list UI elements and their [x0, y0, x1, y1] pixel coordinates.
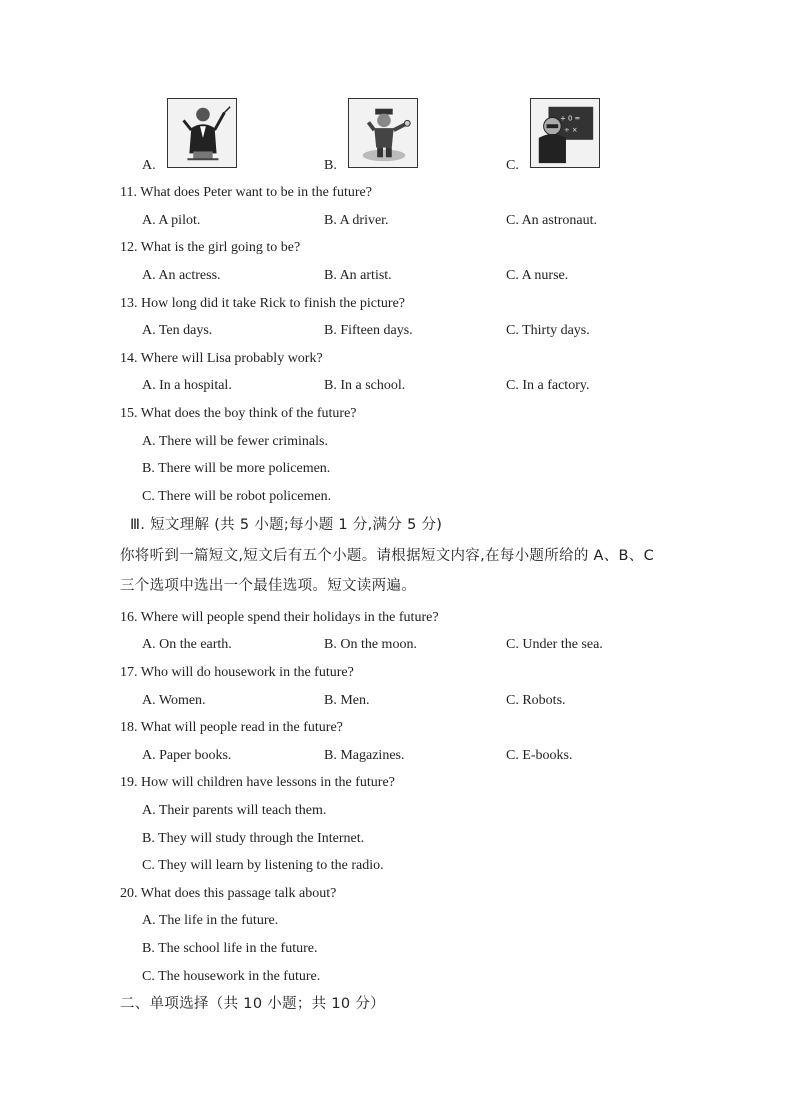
teacher-icon — [530, 98, 600, 168]
picture-option-a-letter: A. — [142, 158, 156, 173]
q14-option-b: B. In a school. — [324, 378, 406, 393]
q15-option-b: B. There will be more policemen. — [142, 461, 331, 476]
question-13: 13. How long did it take Rick to finish the picture? — [120, 296, 406, 311]
q19-option-c: C. They will learn by listening to the radio. — [142, 858, 384, 873]
q13-option-b: B. Fifteen days. — [324, 323, 413, 338]
q13-option-a: A. Ten days. — [142, 323, 213, 338]
q18-option-b: B. Magazines. — [324, 748, 405, 763]
section-3-title: Ⅲ. 短文理解 (共 5 小题;每小题 1 分,满分 5 分) — [130, 517, 443, 533]
q13-option-c: C. Thirty days. — [506, 323, 590, 338]
question-14: 14. Where will Lisa probably work? — [120, 351, 323, 366]
q20-option-b: B. The school life in the future. — [142, 941, 318, 956]
q19-option-a: A. Their parents will teach them. — [142, 803, 327, 818]
picture-options-row — [0, 98, 790, 178]
q11-option-b: B. A driver. — [324, 213, 389, 228]
section-3-instruction-line-2: 三个选项中选出一个最佳选项。短文读两遍。 — [120, 578, 416, 594]
q11-option-a: A. A pilot. — [142, 213, 201, 228]
picture-option-b-letter: B. — [324, 158, 337, 173]
q20-option-a: A. The life in the future. — [142, 913, 279, 928]
svg-text:+ 0 =: + 0 = — [560, 114, 581, 123]
question-12: 12. What is the girl going to be? — [120, 240, 301, 255]
q16-option-b: B. On the moon. — [324, 637, 417, 652]
q14-option-c: C. In a factory. — [506, 378, 590, 393]
part-2-title: 二、单项选择（共 10 小题；共 10 分） — [120, 996, 385, 1012]
q18-option-c: C. E-books. — [506, 748, 573, 763]
question-18: 18. What will people read in the future? — [120, 720, 343, 735]
question-17: 17. Who will do housework in the future? — [120, 665, 354, 680]
q17-option-c: C. Robots. — [506, 693, 566, 708]
q12-option-b: B. An artist. — [324, 268, 392, 283]
q16-option-c: C. Under the sea. — [506, 637, 603, 652]
conductor-icon — [167, 98, 237, 168]
q20-option-c: C. The housework in the future. — [142, 969, 321, 984]
question-19: 19. How will children have lessons in the future? — [120, 775, 395, 790]
policeman-icon — [348, 98, 418, 168]
q12-option-a: A. An actress. — [142, 268, 221, 283]
picture-option-c-letter: C. — [506, 158, 519, 173]
q14-option-a: A. In a hospital. — [142, 378, 232, 393]
q17-option-b: B. Men. — [324, 693, 370, 708]
question-11: 11. What does Peter want to be in the future? — [120, 185, 372, 200]
question-16: 16. Where will people spend their holidays in the future? — [120, 610, 439, 625]
q18-option-a: A. Paper books. — [142, 748, 232, 763]
question-15: 15. What does the boy think of the future? — [120, 406, 357, 421]
q12-option-c: C. A nurse. — [506, 268, 569, 283]
q15-option-c: C. There will be robot policemen. — [142, 489, 332, 504]
q11-option-c: C. An astronaut. — [506, 213, 597, 228]
q19-option-b: B. They will study through the Internet. — [142, 831, 365, 846]
section-3-instruction-line-1: 你将听到一篇短文,短文后有五个小题。请根据短文内容,在每小题所给的 A、B、C — [120, 548, 655, 564]
q16-option-a: A. On the earth. — [142, 637, 232, 652]
q17-option-a: A. Women. — [142, 693, 206, 708]
question-20: 20. What does this passage talk about? — [120, 886, 337, 901]
q15-option-a: A. There will be fewer criminals. — [142, 434, 328, 449]
svg-text:÷ ×: ÷ × — [564, 126, 578, 135]
